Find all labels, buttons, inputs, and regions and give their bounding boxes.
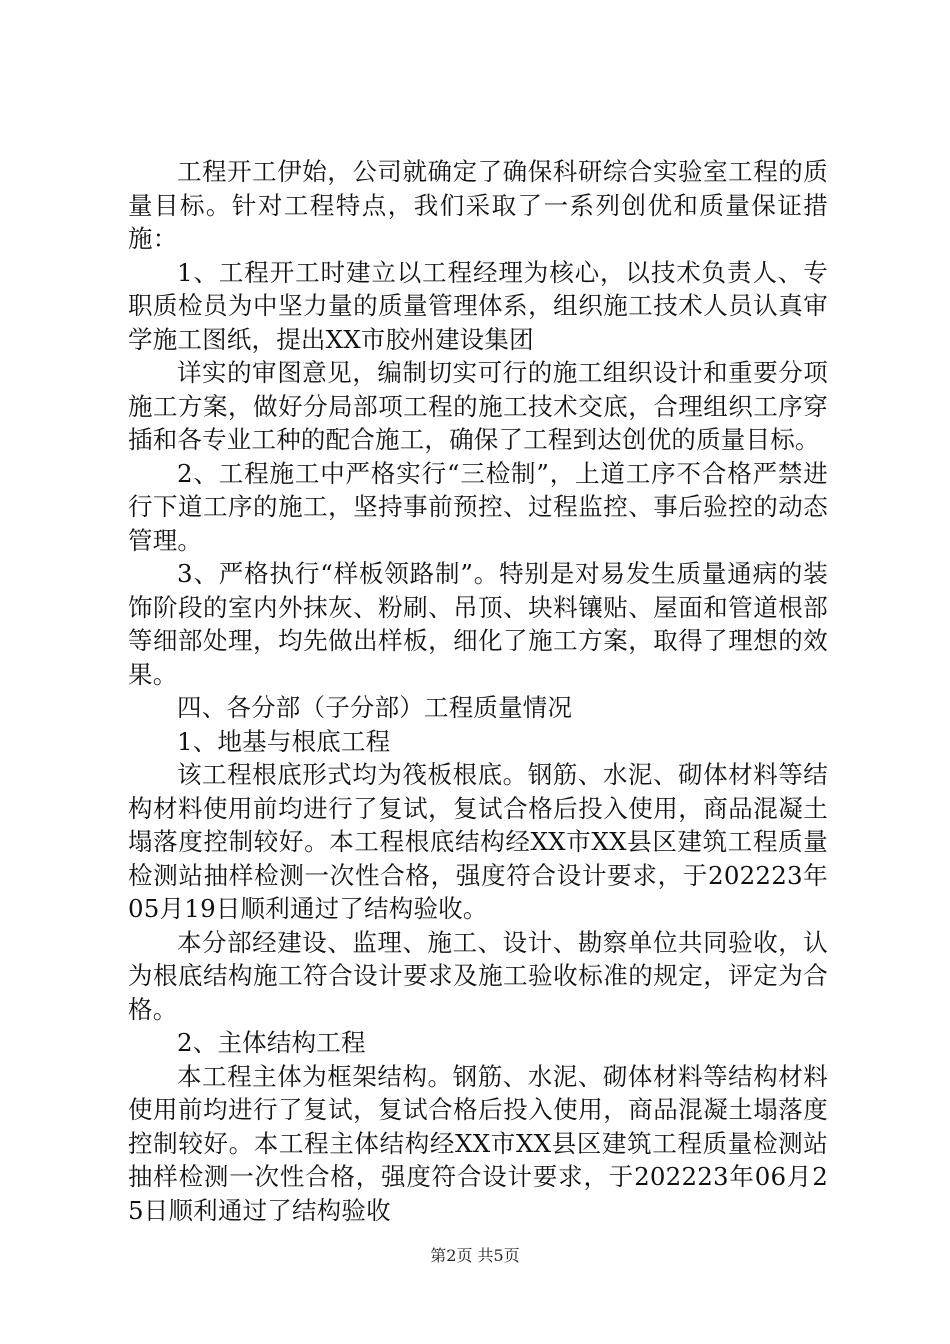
page-number-footer: 第2页 共5页 <box>430 1246 520 1265</box>
paragraph-item-1-cont: 详实的审图意见，编制切实可行的施工组织设计和重要分项施工方案，做好分局部项工程的施工技术交底，合理组织工序穿插和各专业工种的配合施工，确保了工程到达创优的质量目标。 <box>128 358 828 454</box>
document-body <box>128 155 828 1227</box>
paragraph-main-structure: 本工程主体为框架结构。钢筋、水泥、砌体材料等结构材料使用前均进行了复试，复试合格后投入使用，商品混凝土塌落度控制较好。本工程主体结构经XX市XX县区建筑工程质量检测站抽样检测一次性合格，强度符合设计要求，于202223年06月25日顺利通过了结构验收 <box>128 1061 828 1225</box>
paragraph-intro: 工程开工伊始，公司就确定了确保科研综合实验室工程的质量目标。针对工程特点，我们采取了一系列创优和质量保证措施： <box>128 157 828 253</box>
section-heading-4: 四、各分部（子分部）工程质量情况 <box>177 693 573 722</box>
paragraph-item-1: 1、工程开工时建立以工程经理为核心，以技术负责人、专职质检员为中坚力量的质量管理体系，组织施工技术人员认真审学施工图纸，提出XX市胶州建设集团 <box>128 257 828 354</box>
subsection-heading-foundation: 1、地基与根底工程 <box>177 726 391 756</box>
subsection-heading-main-structure: 2、主体结构工程 <box>177 1028 366 1057</box>
paragraph-foundation: 该工程根底形式均为筏板根底。钢筋、水泥、砌体材料等结构材料使用前均进行了复试，复试合格后投入使用，商品混凝土塌落度控制较好。本工程根底结构经XX市XX县区建筑工程质量检测站抽样检测一次性合格，强度符合设计要求，于202223年05月19日顺利通过了结构验收。 <box>128 760 828 923</box>
paragraph-foundation-acceptance: 本分部经建设、监理、施工、设计、勘察单位共同验收，认为根底结构施工符合设计要求及施工验收标准的规定，评定为合格。 <box>128 927 828 1024</box>
paragraph-item-3: 3、严格执行“样板领路制”。特别是对易发生质量通病的装饰阶段的室内外抹灰、粉刷、吊顶、块料镶贴、屋面和管道根部等细部处理，均先做出样板，细化了施工方案，取得了理想的效果。 <box>128 559 828 689</box>
paragraph-item-2: 2、工程施工中严格实行“三检制”，上道工序不合格严禁进行下道工序的施工，坚持事前预控、过程监控、事后验控的动态管理。 <box>128 458 828 555</box>
